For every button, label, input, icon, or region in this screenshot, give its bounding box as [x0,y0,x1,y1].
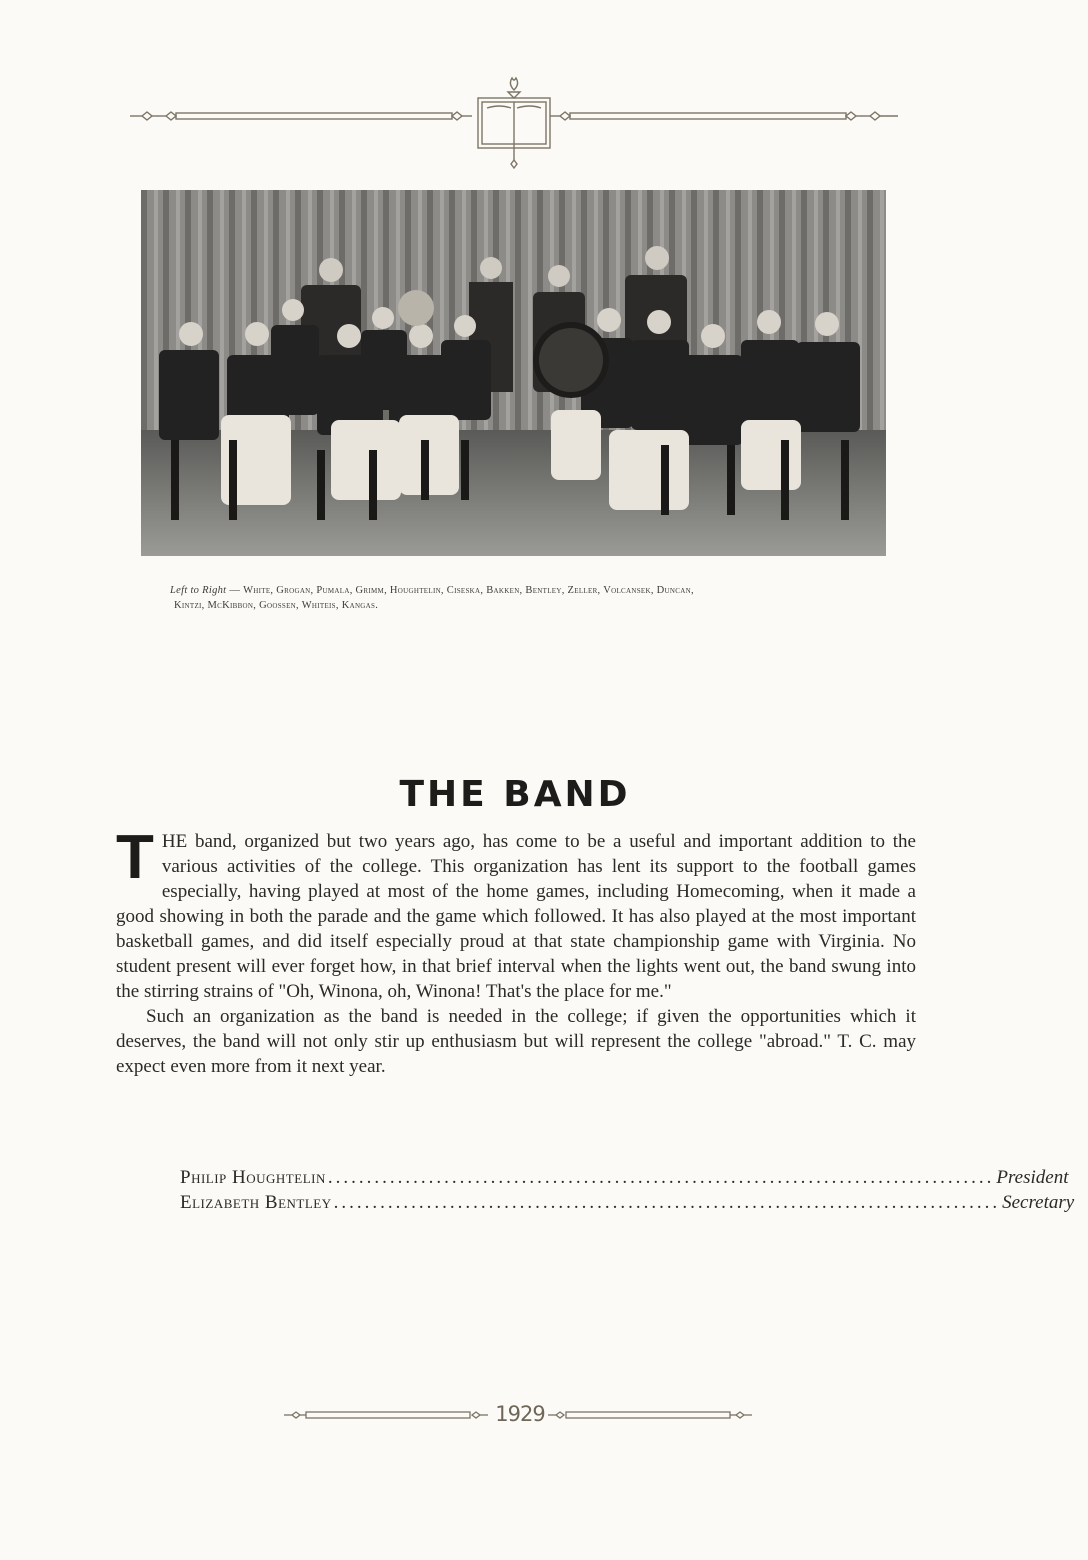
page-title: THE BAND [399,774,631,815]
drop-cap: T [116,823,154,892]
caption-names-2: Kintzi, McKibbon, Goossen, Whiteis, Kangas. [174,600,379,611]
caption-line-2 [170,598,930,613]
officer-name: Philip Houghtelin [180,1167,326,1188]
leader-dots: ...................................................................................... [333,1192,1001,1213]
officer-row [180,1167,1069,1189]
caption-names-1: White, Grogan, Pumala, Grimm, Houghtelin, Ciseska, Bakken, Bentley, Zeller, Volcansek, Duncan, [243,585,694,596]
paragraph-1-text: HE band, organized but two years ago, has come to be a useful and important addition to the various activities of the college. This organization has lent its support to the football games especially, having played at most of the home games, including Homecoming, when it made a good showing in both the parade and the game which followed. It has also played at the most important basketball games, and did itself especially proud at that state championship game with Virginia. No student present will ever forget how, in that brief interval when the lights went out, the band swung into the stirring strains of "Oh, Winona, oh, Winona! That's the place for me." [116,831,916,1002]
officer-role: President [996,1167,1069,1188]
paragraph-2: Such an organization as the band is needed in the college; if given the opportunities which it deserves, the band will not only stir up enthusiasm but will represent the college "abroad." T. C. may expect even more from it next year. [116,1006,916,1077]
officer-name: Elizabeth Bentley [180,1192,332,1213]
leader-dots: ...................................................................................... [327,1167,995,1188]
photo-caption [170,583,930,613]
paragraph-1 [116,823,916,1004]
footer-year: 1929 [495,1402,545,1426]
article-body [116,823,916,1079]
caption-dash: — [226,585,244,596]
officer-role: Secretary [1002,1192,1075,1213]
band-photograph [141,190,886,556]
caption-lead: Left to Right [170,585,227,596]
header-ornament-icon [130,68,910,178]
officer-row [180,1192,1075,1214]
caption-line-1 [170,583,930,598]
